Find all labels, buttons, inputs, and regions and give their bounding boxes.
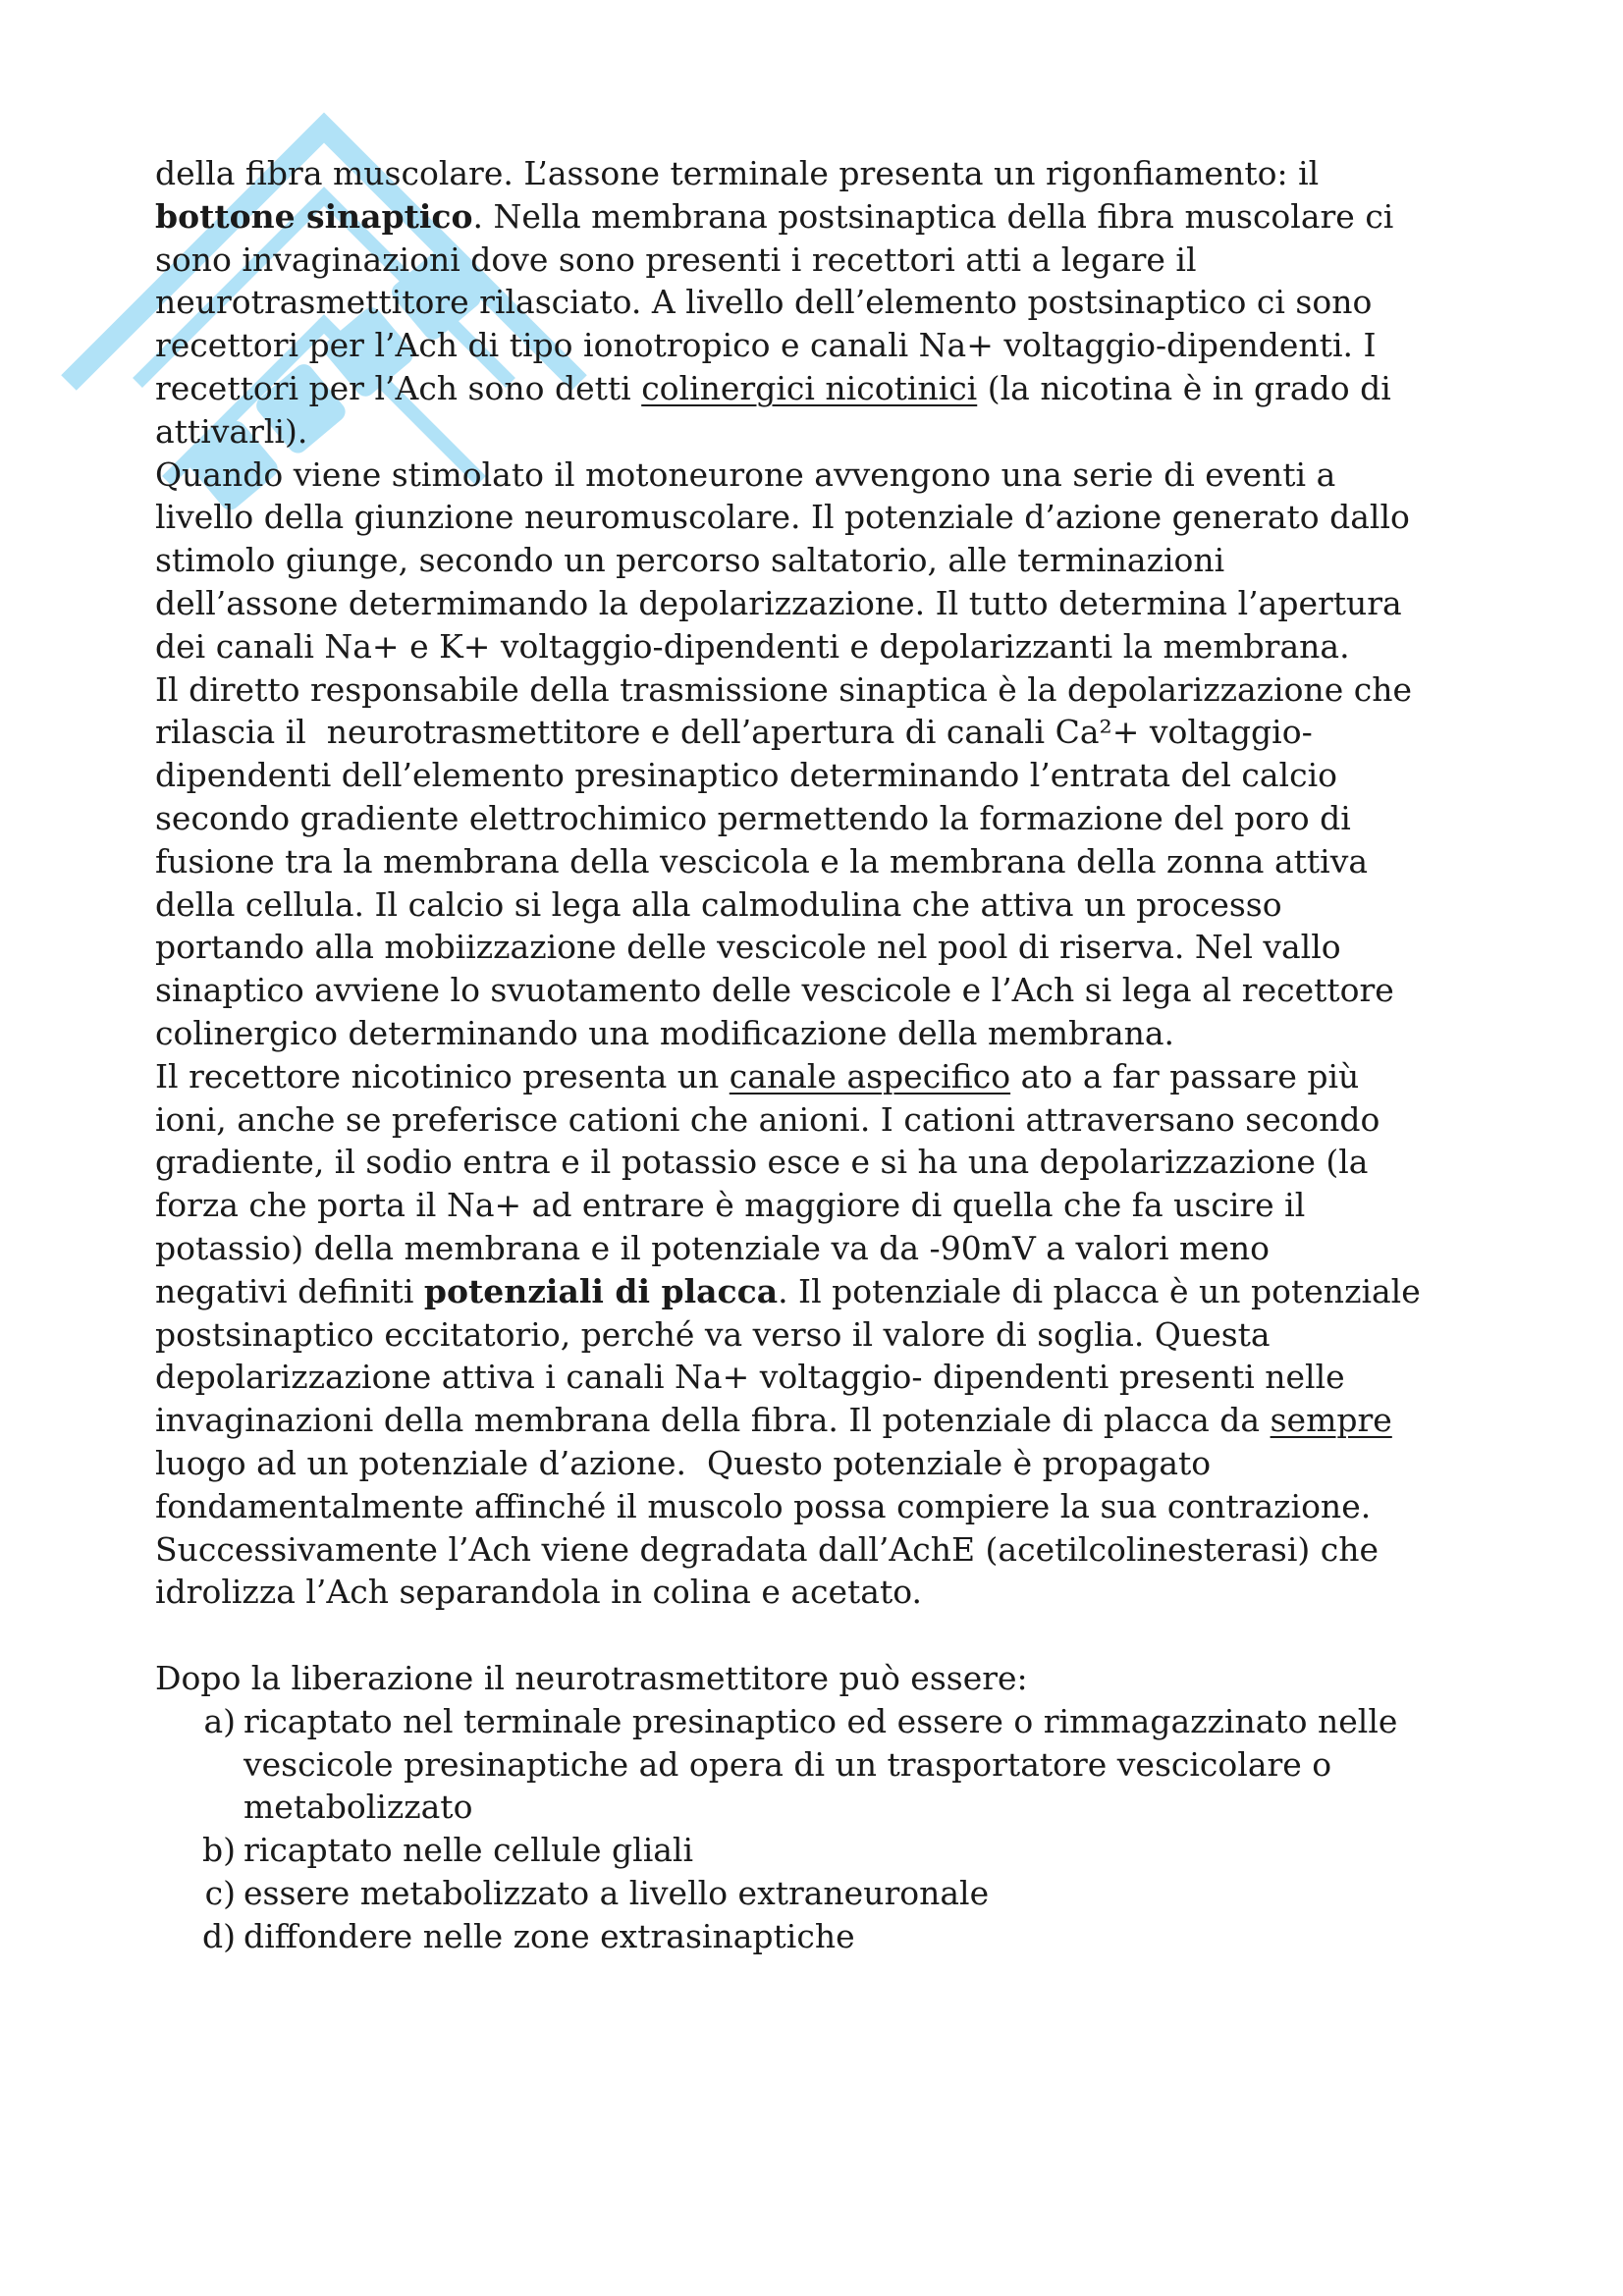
text-run: forza che porta il Na+ ad entrare è maggiore di quella che fa uscire il [155,1186,1306,1225]
text-run: ato a far passare più [1010,1056,1360,1095]
text-line [155,625,1530,668]
text-line [155,969,1530,1012]
text-run: fondamentalmente affinché il muscolo possa compiere la sua contrazione. [155,1486,1372,1525]
text-run: recettori per l’Ach sono detti [155,368,642,407]
text-line [155,281,1530,324]
list-item-line: essere metabolizzato a livello extraneuronale [243,1874,990,1913]
text-run: attivarli). [155,411,308,451]
text-run: gradiente, il sodio entra e il potassio esce e si ha una depolarizzazione (la [155,1143,1369,1182]
text-line [155,324,1530,367]
text-run: sono invaginazioni dove sono presenti i recettori atti a legare il [155,240,1197,279]
main-paragraph [155,152,1530,1614]
text-line [155,1098,1530,1142]
text-line [155,410,1530,454]
text-line [155,539,1530,582]
list-item-line: vescicole presinaptiche ad opera di un trasportatore vescicolare o [243,1744,1332,1784]
list-item [155,1700,1530,1829]
text-run: luogo ad un potenziale d’azione. Questo potenziale è propagato [155,1443,1212,1482]
text-line [155,840,1530,883]
text-run: Quando viene stimolato il motoneurone avvengono una serie di eventi a [155,454,1336,494]
text-run: Il recettore nicotinico presenta un [155,1056,730,1095]
text-run: ioni, anche se preferisce cationi che anioni. I cationi attraversano secondo [155,1099,1380,1139]
text-run: potassio) della membrana e il potenziale va da -90mV a valori meno [155,1228,1270,1267]
text-run: invaginazioni della membrana della fibra. Il potenziale di placca da [155,1401,1271,1440]
list-item-line: ricaptato nelle cellule gliali [243,1831,694,1870]
list-marker: c) [204,1874,236,1913]
text-run: Successivamente l’Ach viene degradata dall’AchE (acetilcolinesterasi) che [155,1529,1380,1569]
text-line [155,883,1530,927]
text-line [155,367,1530,410]
underlined-term: sempre [1270,1401,1392,1440]
text-run: (la nicotina è in grado di [977,368,1391,407]
text-line [155,195,1530,239]
list-marker: b) [202,1831,236,1870]
text-line [155,1184,1530,1227]
text-run: sinaptico avviene lo svuotamento delle vescicole e l’Ach si lega al recettore [155,971,1394,1010]
text-line [155,582,1530,625]
text-run: Il diretto responsabile della trasmissione sinaptica è la depolarizzazione che [155,669,1413,709]
text-line [155,454,1530,497]
text-line [155,1356,1530,1399]
paragraph-gap [155,1614,1530,1657]
text-line [155,1485,1530,1528]
list-item-line: metabolizzato [243,1788,473,1827]
text-run: idrolizza l’Ach separandola in colina e acetato. [155,1573,922,1612]
text-line [155,1442,1530,1485]
bold-term: potenziali di placca [423,1271,779,1310]
list-item-text [243,1700,1530,1829]
text-run: rilascia il neurotrasmettitore e dell’apertura di canali Ca²+ voltaggio- [155,713,1313,752]
text-run: . Nella membrana postsinaptica della fibra muscolare ci [472,196,1394,236]
text-run: stimolo giunge, secondo un percorso saltatorio, alle terminazioni [155,541,1225,580]
text-run: livello della giunzione neuromuscolare. Il potenziale d’azione generato dallo [155,498,1410,537]
text-line [155,239,1530,282]
list-item [155,1872,1530,1915]
list-intro: Dopo la liberazione il neurotrasmettitore può essere: [155,1659,1028,1698]
text-line [155,668,1530,712]
text-line [155,797,1530,840]
list-marker: d) [202,1916,236,1955]
list-marker: a) [203,1701,236,1740]
text-run: negativi definiti [155,1271,424,1310]
text-line [155,1399,1530,1442]
text-line [155,1270,1530,1313]
text-line [155,1227,1530,1270]
text-run: fusione tra la membrana della vescicola e la membrana della zonna attiva [155,841,1369,881]
text-run: secondo gradiente elettrochimico permettendo la formazione del poro di [155,798,1351,837]
text-run: postsinaptico eccitatorio, perché va verso il valore di soglia. Questa [155,1314,1271,1354]
text-line [155,1012,1530,1055]
text-line [155,1528,1530,1572]
text-line [155,926,1530,969]
list-item [155,1915,1530,1958]
text-line [155,496,1530,539]
text-run: dei canali Na+ e K+ voltaggio-dipendenti e depolarizzanti la membrana. [155,626,1350,666]
underlined-term: colinergici nicotinici [641,368,978,407]
text-run: recettori per l’Ach di tipo ionotropico e canali Na+ voltaggio-dipendenti. I [155,326,1377,365]
list-item-line: ricaptato nel terminale presinaptico ed essere o rimmagazzinato nelle [243,1701,1398,1740]
list-item-text [243,1829,1530,1872]
text-line [155,711,1530,754]
text-line [155,1141,1530,1184]
text-line [155,754,1530,797]
text-run: colinergico determinando una modificazione della membrana. [155,1013,1175,1052]
text-run: . Il potenziale di placca è un potenziale [778,1271,1421,1310]
text-run: portando alla mobiizzazione delle vescicole nel pool di riserva. Nel vallo [155,928,1341,967]
text-run: della cellula. Il calcio si lega alla calmodulina che attiva un processo [155,884,1282,924]
list-item [155,1829,1530,1872]
text-line [155,152,1530,195]
text-run: neurotrasmettitore rilasciato. A livello dell’elemento postsinaptico ci sono [155,283,1373,322]
bold-term: bottone sinaptico [155,196,473,236]
document-body [155,152,1530,1958]
text-line [155,1313,1530,1357]
list-item-text [243,1915,1530,1958]
text-line [155,1571,1530,1614]
list-item-line: diffondere nelle zone extrasinaptiche [243,1916,855,1955]
list-item-text [243,1872,1530,1915]
text-line [155,1055,1530,1098]
outcome-list [155,1700,1530,1958]
text-run: dipendenti dell’elemento presinaptico determinando l’entrata del calcio [155,756,1337,795]
text-run: depolarizzazione attiva i canali Na+ voltaggio- dipendenti presenti nelle [155,1358,1345,1397]
underlined-term: canale aspecifico [729,1056,1011,1095]
text-run: dell’assone determimando la depolarizzazione. Il tutto determina l’apertura [155,583,1402,622]
text-run: della fibra muscolare. L’assone terminale presenta un rigonfiamento: il [155,154,1320,192]
